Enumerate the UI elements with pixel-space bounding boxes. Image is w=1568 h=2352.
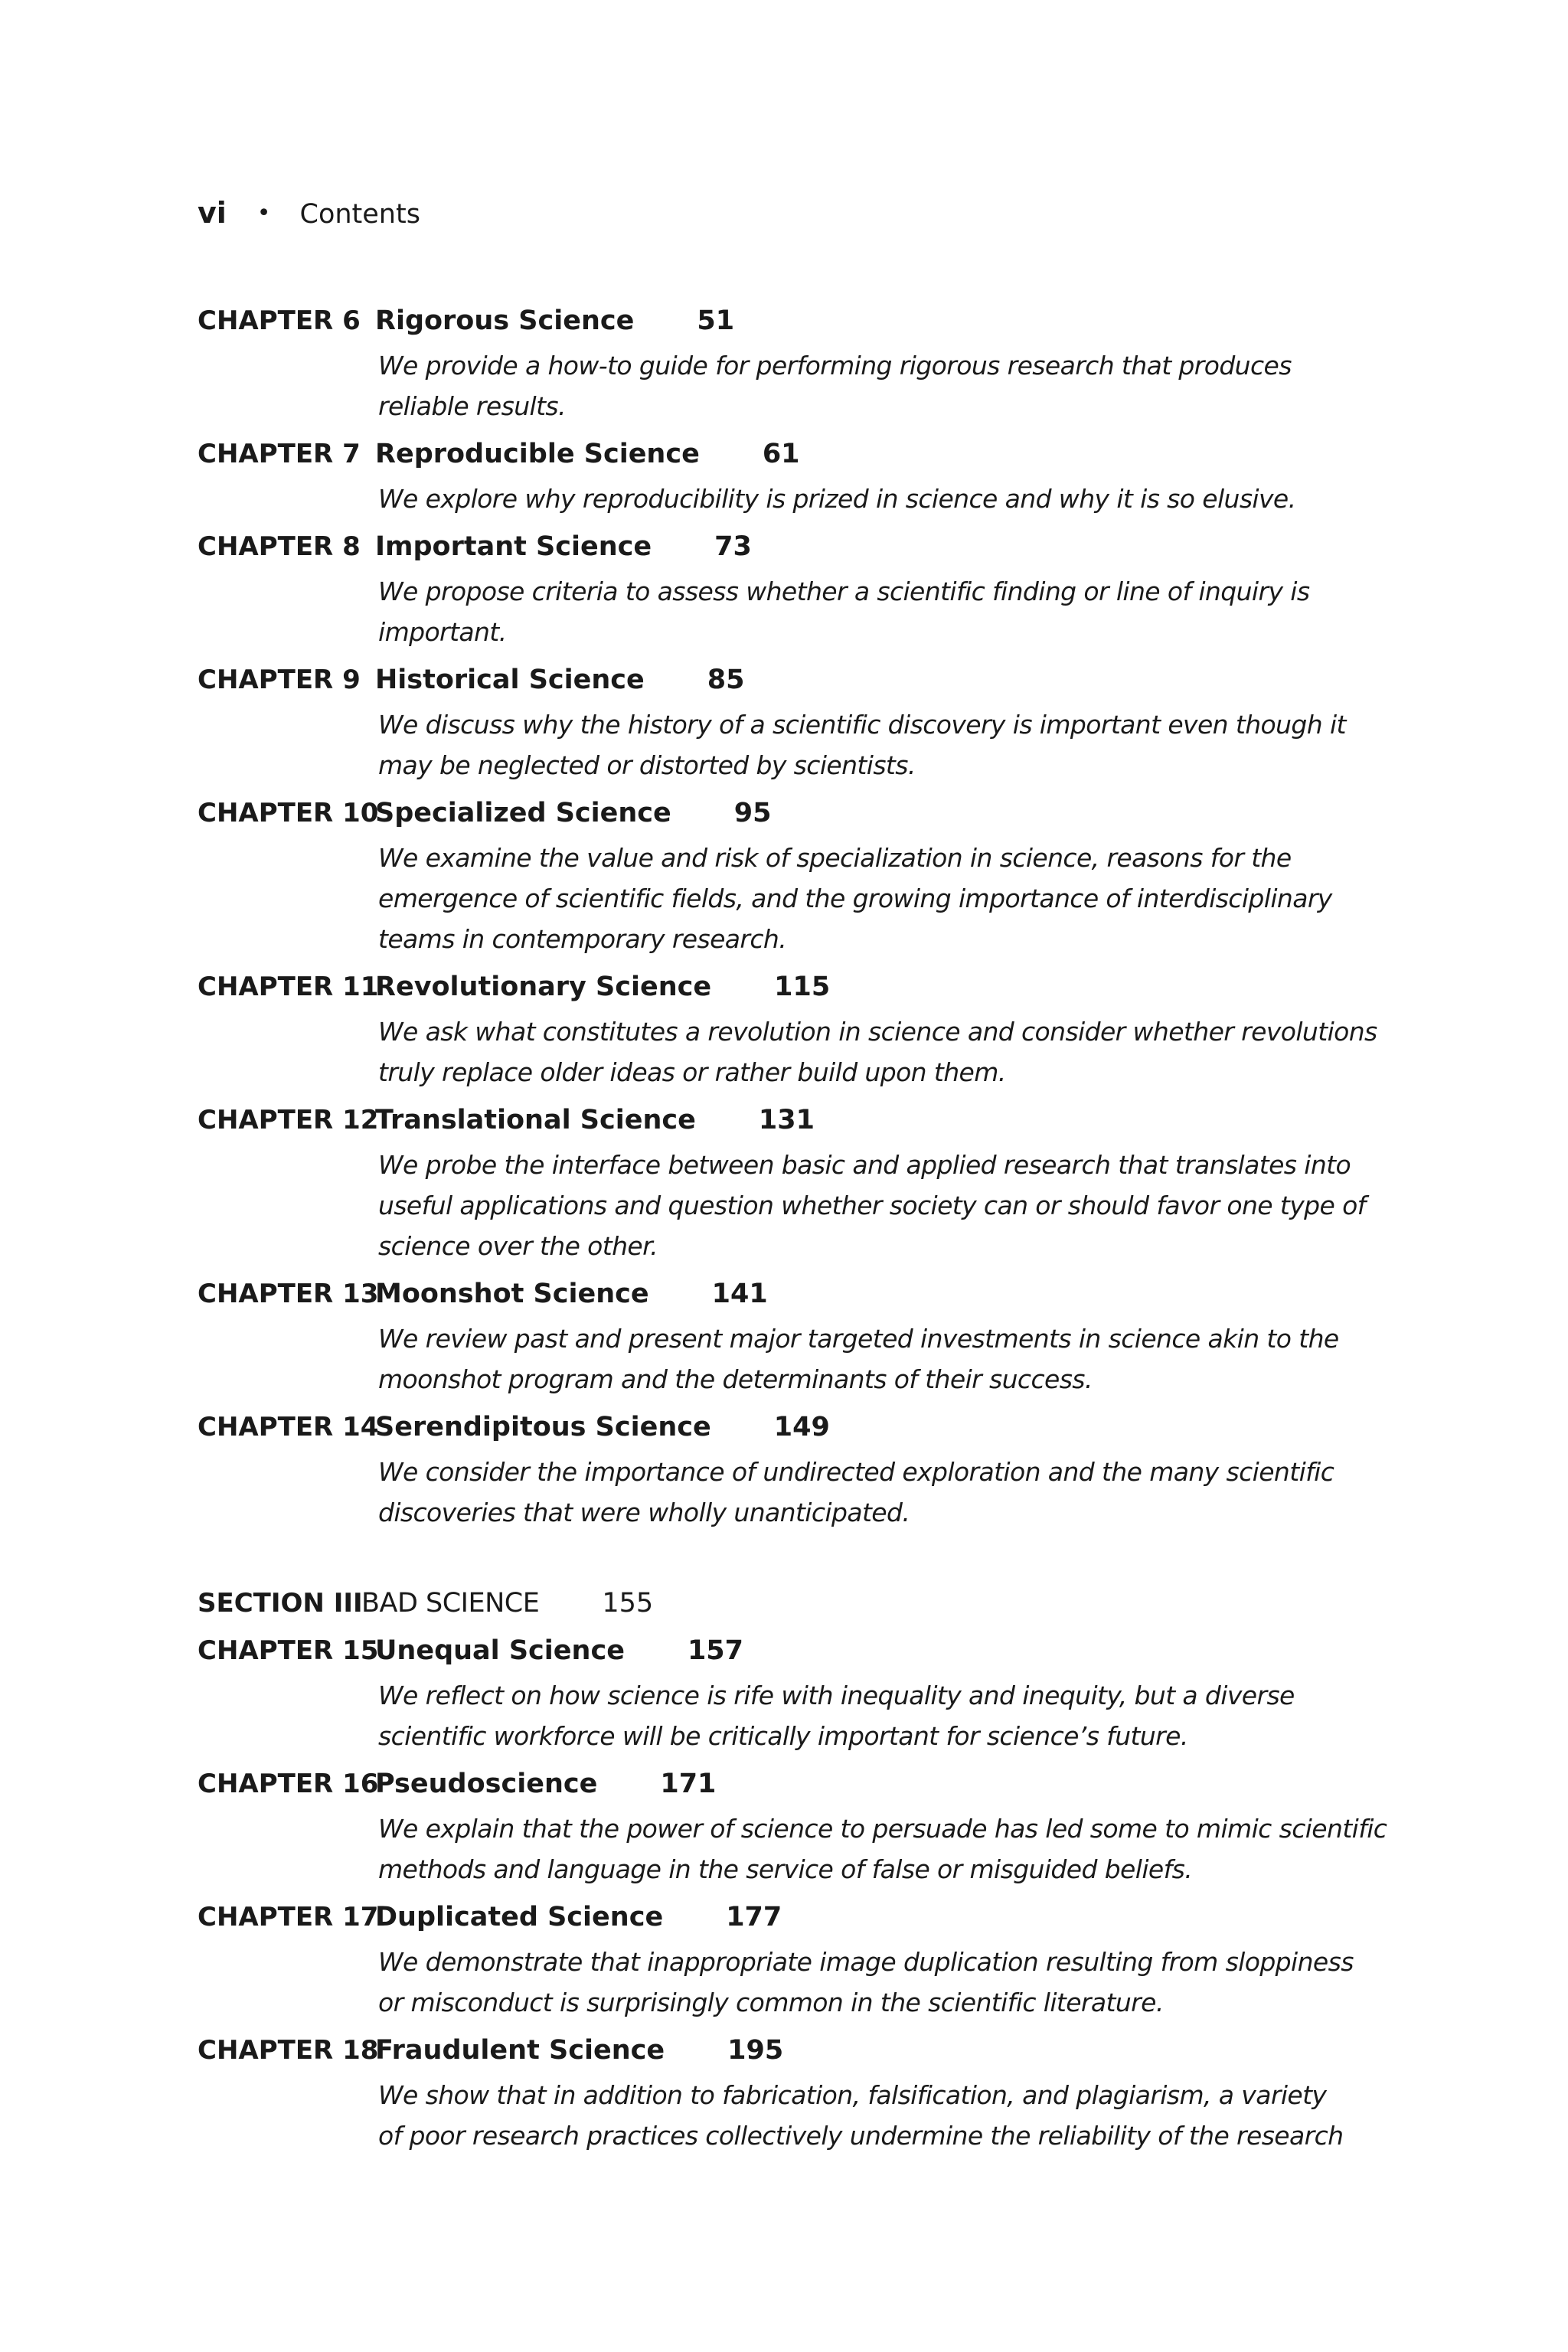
description-line: reliable results. (378, 391, 566, 421)
chapter-title[interactable]: Revolutionary Science (375, 972, 712, 1002)
chapter-title[interactable]: Unequal Science (375, 1635, 625, 1666)
description-line: important. (378, 617, 507, 647)
description-line: We explain that the power of science to persuade has led some to mimic scientific (378, 1814, 1387, 1844)
toc-entry-chapter-17[interactable] (198, 1899, 1377, 2023)
chapter-description (378, 1452, 1374, 1533)
description-line: We discuss why the history of a scientific discovery is important even though it (378, 710, 1346, 740)
chapter-label: CHAPTER 15 (198, 1635, 379, 1666)
section-title[interactable]: BAD SCIENCE (361, 1588, 540, 1619)
toc-entry-chapter-11[interactable] (198, 969, 1377, 1093)
chapter-page-number: 149 (773, 1412, 830, 1442)
description-line: We explore why reproducibility is prized in science and why it is so elusive. (378, 484, 1296, 514)
chapter-label: CHAPTER 6 (198, 305, 361, 336)
chapter-label: CHAPTER 12 (198, 1105, 379, 1135)
description-line: scientific workforce will be critically important for science’s future. (378, 1721, 1188, 1751)
chapter-title[interactable]: Rigorous Science (375, 305, 635, 336)
chapter-label: CHAPTER 10 (198, 798, 379, 828)
toc-entry-chapter-9[interactable] (198, 662, 1377, 786)
description-line: truly replace older ideas or rather build upon them. (378, 1057, 1006, 1087)
chapter-page-number: 131 (758, 1105, 815, 1135)
chapter-label: CHAPTER 18 (198, 2035, 379, 2066)
chapter-description (378, 479, 1374, 519)
toc-entry-chapter-15[interactable] (198, 1632, 1377, 1756)
chapter-description (378, 345, 1374, 426)
chapter-title[interactable]: Reproducible Science (375, 439, 700, 469)
chapter-description (378, 571, 1374, 652)
chapter-description (378, 1145, 1374, 1266)
chapter-page-number: 85 (707, 665, 745, 695)
page-folio: vi (198, 196, 227, 230)
description-line: emergence of scientific fields, and the growing importance of interdisciplinary (378, 884, 1332, 913)
toc-section-heading[interactable] (198, 1585, 1377, 1622)
toc-entry-chapter-13[interactable] (198, 1276, 1377, 1400)
description-line: We demonstrate that inappropriate image duplication resulting from sloppiness (378, 1947, 1354, 1977)
description-line: science over the other. (378, 1231, 658, 1261)
chapter-title[interactable]: Historical Science (375, 665, 645, 695)
section-page-number: 155 (602, 1588, 654, 1619)
description-line: We examine the value and risk of specialization in science, reasons for the (378, 843, 1292, 873)
section-label: SECTION III (198, 1588, 363, 1619)
description-line: We ask what constitutes a revolution in science and consider whether revolutions (378, 1017, 1377, 1047)
toc-entry-chapter-8[interactable] (198, 528, 1377, 652)
toc-entry-chapter-12[interactable] (198, 1102, 1377, 1266)
description-line: of poor research practices collectively undermine the reliability of the research (378, 2121, 1344, 2151)
toc-entry-chapter-7[interactable] (198, 436, 1377, 519)
chapter-page-number: 73 (714, 531, 752, 562)
chapter-description (378, 1318, 1374, 1400)
description-line: We review past and present major targeted investments in science akin to the (378, 1324, 1339, 1354)
chapter-label: CHAPTER 14 (198, 1412, 379, 1442)
chapter-page-number: 141 (711, 1279, 768, 1309)
chapter-description (378, 1011, 1377, 1093)
chapter-page-number: 171 (660, 1769, 717, 1799)
description-line: We provide a how-to guide for performing rigorous research that produces (378, 351, 1292, 381)
chapter-title[interactable]: Moonshot Science (375, 1279, 649, 1309)
description-line: We show that in addition to fabrication, falsification, and plagiarism, a variety (378, 2080, 1327, 2110)
toc-entry-chapter-18[interactable] (198, 2032, 1377, 2156)
chapter-description (378, 1675, 1374, 1756)
chapter-page-number: 51 (697, 305, 735, 336)
running-head-title: Contents (299, 199, 420, 230)
toc-entry-chapter-14[interactable] (198, 1409, 1377, 1533)
description-line: teams in contemporary research. (378, 924, 787, 954)
chapter-description (378, 838, 1374, 959)
chapter-description (378, 704, 1374, 786)
chapter-label: CHAPTER 16 (198, 1769, 379, 1799)
bullet-separator: • (256, 200, 271, 227)
description-line: may be neglected or distorted by scientists. (378, 750, 916, 780)
chapter-label: CHAPTER 11 (198, 972, 379, 1002)
chapter-page-number: 195 (727, 2035, 784, 2066)
chapter-page-number: 115 (774, 972, 831, 1002)
description-line: or misconduct is surprisingly common in the scientific literature. (378, 1988, 1164, 2017)
chapter-label: CHAPTER 8 (198, 531, 361, 562)
chapter-page-number: 177 (726, 1902, 782, 1932)
chapter-label: CHAPTER 13 (198, 1279, 379, 1309)
running-head (198, 196, 420, 230)
description-line: discoveries that were wholly unanticipated. (378, 1498, 910, 1527)
toc-entry-chapter-6[interactable] (198, 302, 1377, 426)
chapter-description (378, 2075, 1374, 2156)
chapter-title[interactable]: Serendipitous Science (375, 1412, 711, 1442)
description-line: We consider the importance of undirected exploration and the many scientific (378, 1457, 1334, 1487)
description-line: moonshot program and the determinants of their success. (378, 1364, 1093, 1394)
description-line: useful applications and question whether society can or should favor one type of (378, 1191, 1366, 1220)
toc-entry-chapter-10[interactable] (198, 795, 1377, 959)
chapter-title[interactable]: Important Science (375, 531, 652, 562)
chapter-title[interactable]: Pseudoscience (375, 1769, 598, 1799)
chapter-label: CHAPTER 17 (198, 1902, 379, 1932)
chapter-title[interactable]: Fraudulent Science (375, 2035, 665, 2066)
chapter-title[interactable]: Specialized Science (375, 798, 671, 828)
chapter-label: CHAPTER 9 (198, 665, 361, 695)
chapter-page-number: 95 (733, 798, 772, 828)
chapter-description (378, 1942, 1374, 2023)
description-line: methods and language in the service of false or misguided beliefs. (378, 1854, 1193, 1884)
chapter-page-number: 157 (687, 1635, 743, 1666)
description-line: We propose criteria to assess whether a scientific finding or line of inquiry is (378, 577, 1310, 606)
table-of-contents (198, 302, 1387, 2156)
chapter-label: CHAPTER 7 (198, 439, 361, 469)
chapter-title[interactable]: Translational Science (375, 1105, 696, 1135)
toc-entry-chapter-16[interactable] (198, 1766, 1387, 1890)
chapter-description (378, 1808, 1387, 1890)
description-line: We reflect on how science is rife with inequality and inequity, but a diverse (378, 1681, 1295, 1710)
description-line: We probe the interface between basic and applied research that translates into (378, 1150, 1351, 1180)
chapter-title[interactable]: Duplicated Science (375, 1902, 664, 1932)
chapter-page-number: 61 (762, 439, 800, 469)
